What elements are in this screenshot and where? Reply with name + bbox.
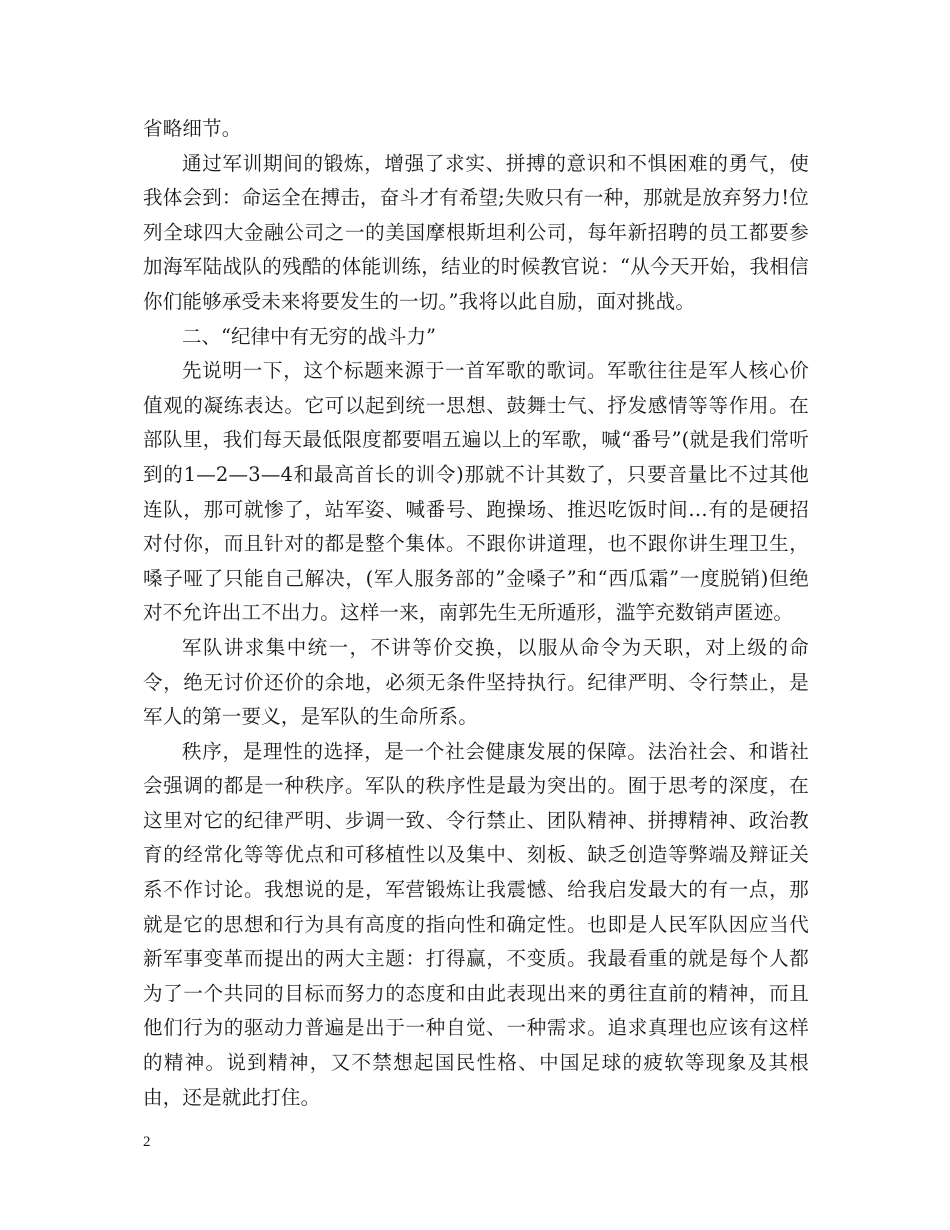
paragraph-discipline: 军队讲求集中统一，不讲等价交换，以服从命令为天职，对上级的命令，绝无讨价还价的余地，必须无条件坚持执行。纪律严明、令行禁止，是军人的第一要义，是军队的生命所系。 xyxy=(143,635,809,729)
document-body xyxy=(143,112,809,1115)
paragraph-military-training: 通过军训期间的锻炼，增强了求实、拼搏的意识和不惧困难的勇气，使我体会到：命运全在搏击，奋斗才有希望;失败只有一种，那就是放弃努力!位列全球四大金融公司之一的美国摩根斯坦利公司，每年新招聘的员工都要参加海军陆战队的残酷的体能训练，结业的时候教官说：“从今天开始，我相信你们能够承受未来将要发生的一切。”我将以此自励，面对挑战。 xyxy=(143,151,809,313)
paragraph-military-songs: 先说明一下，这个标题来源于一首军歌的歌词。军歌往往是军人核心价值观的凝练表达。它可以起到统一思想、鼓舞士气、抒发感情等等作用。在部队里，我们每天最低限度都要唱五遍以上的军歌，喊“番号”(就是我们常听到的1—2—3—4和最高首长的训令)那就不计其数了，只要音量比不过其他连队，那可就惨了，站军姿、喊番号、跑操场、推迟吃饭时间…有的是硬招对付你，而且针对的都是整个集体。不跟你讲道理，也不跟你讲生理卫生，嗓子哑了只能自己解决，(军人服务部的”金嗓子”和“西瓜霜”一度脱销)但绝对不允许出工不出力。这样一来，南郭先生无所遁形，滥竽充数销声匿迹。 xyxy=(143,359,809,625)
section-heading: 二、“纪律中有无穷的战斗力” xyxy=(182,324,436,348)
paragraph-order: 秩序，是理性的选择，是一个社会健康发展的保障。法治社会、和谐社会强调的都是一种秩序。军队的秩序性是最为突出的。囿于思考的深度，在这里对它的纪律严明、步调一致、令行禁止、团队精神、拼搏精神、政治教育的经常化等等优点和可移植性以及集中、刻板、缺乏创造等弊端及辩证关系不作讨论。我想说的是，军营锻炼让我震憾、给我启发最大的有一点，那就是它的思想和行为具有高度的指向性和确定性。也即是人民军队因应当代新军事变革而提出的两大主题：打得赢，不变质。我最看重的就是每个人都为了一个共同的目标而努力的态度和由此表现出来的勇往直前的精神，而且他们行为的驱动力普遍是出于一种自觉、一种需求。追求真理也应该有这样的精神。说到精神，又不禁想起国民性格、中国足球的疲软等现象及其根由，还是就此打住。 xyxy=(143,739,809,1109)
paragraph-continuation: 省略细节。 xyxy=(143,117,242,140)
page-number: 2 xyxy=(143,1134,151,1150)
